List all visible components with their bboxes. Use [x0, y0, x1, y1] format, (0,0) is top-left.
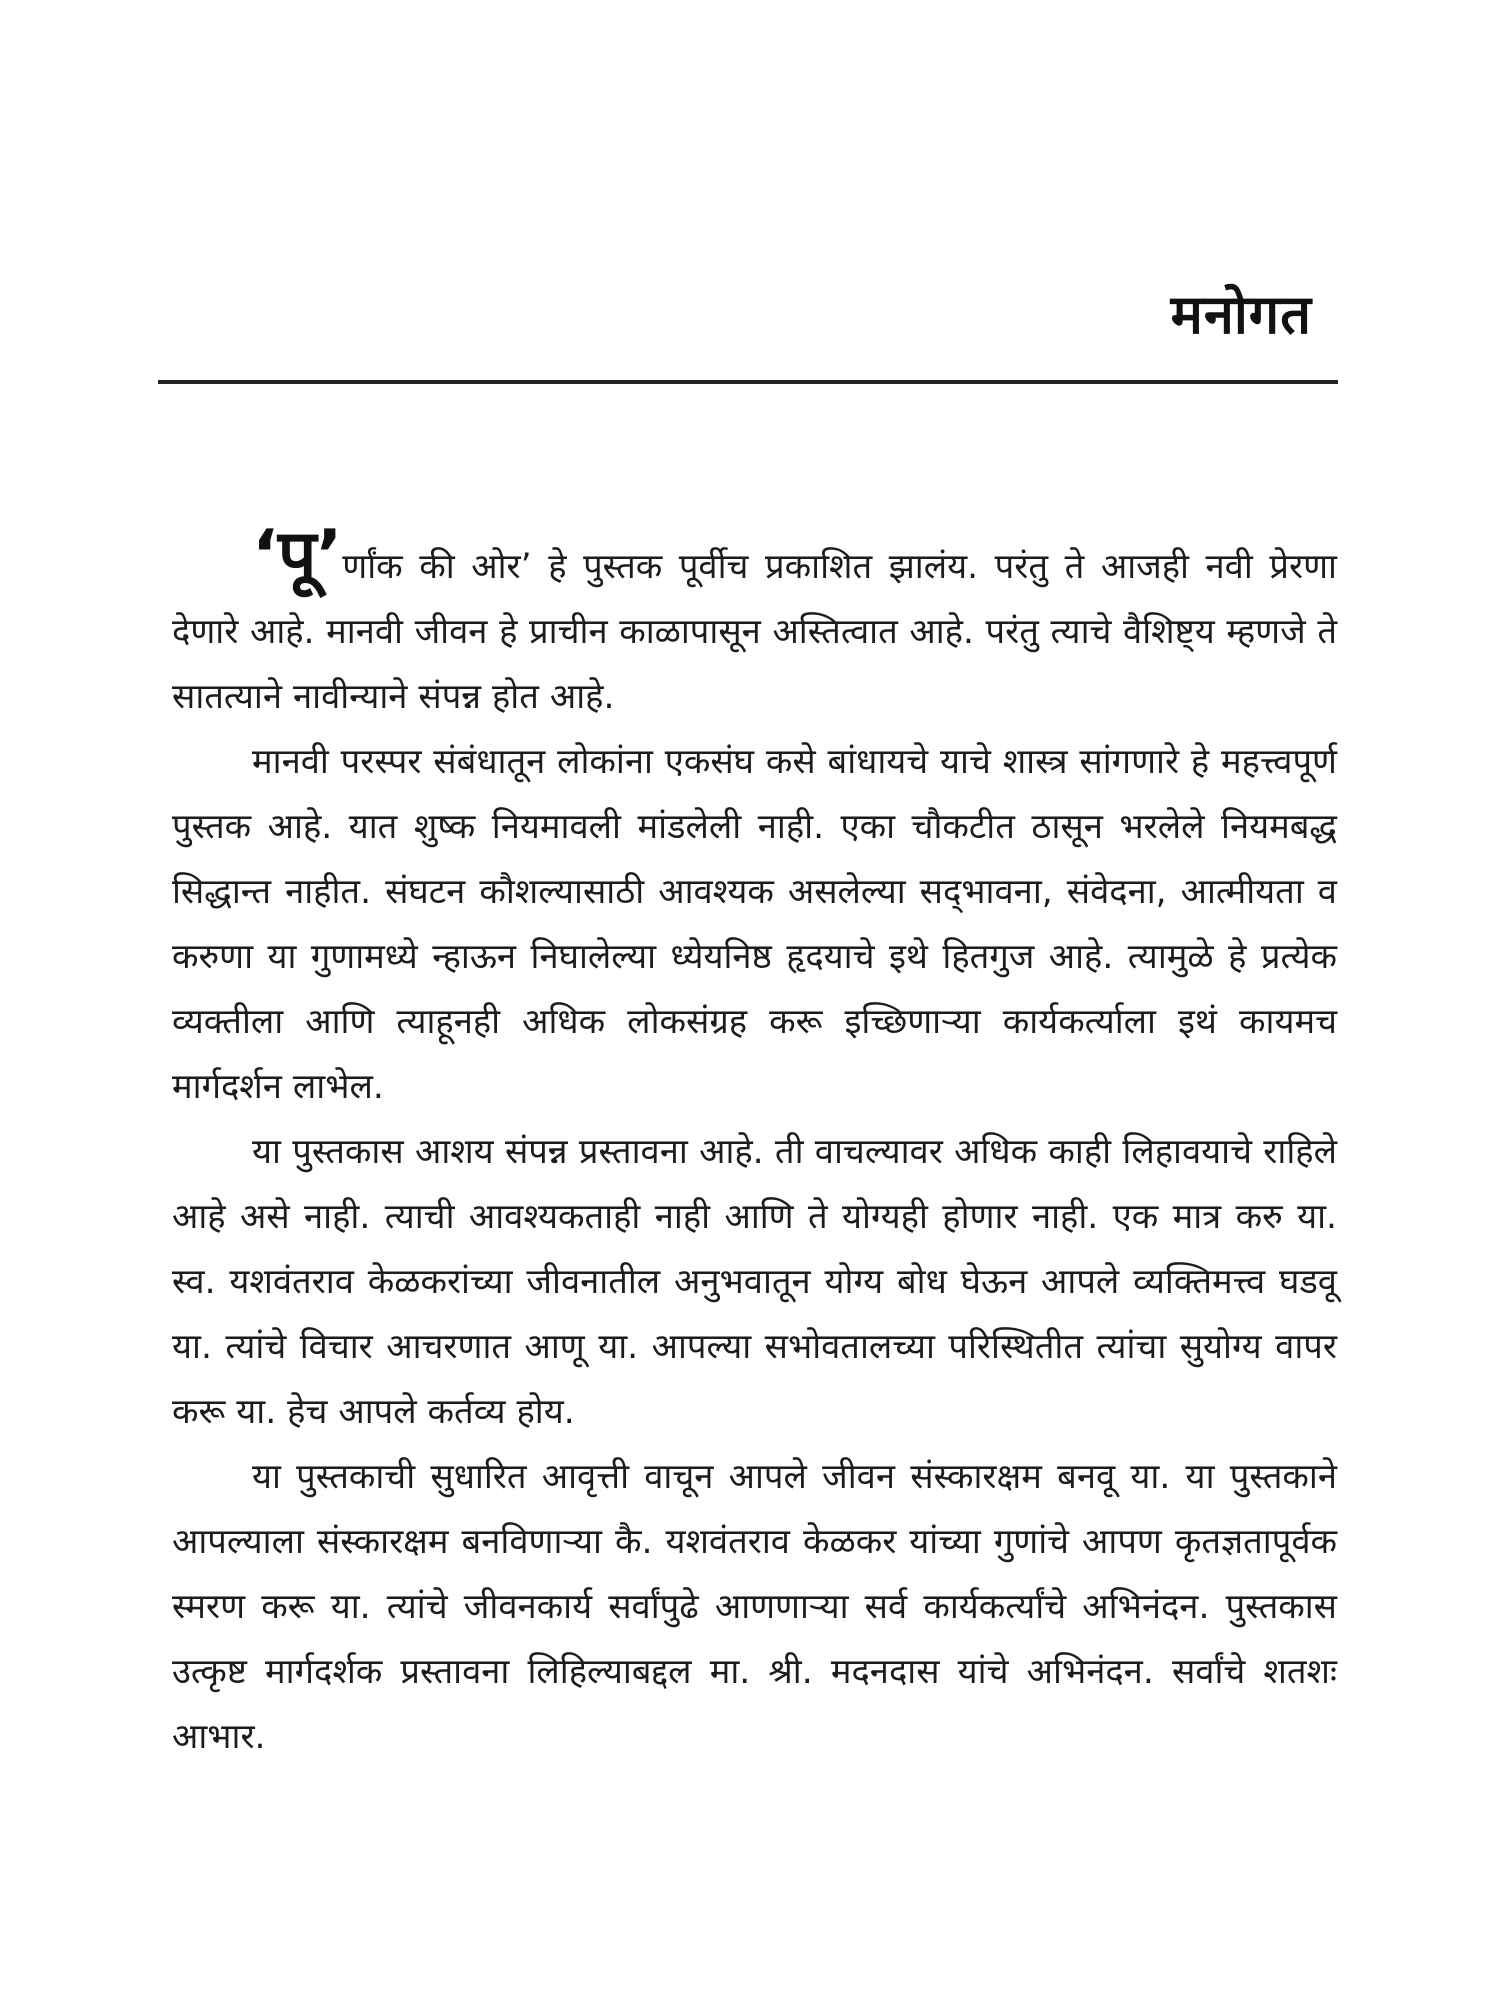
- page-title: मनोगत: [1170, 283, 1312, 346]
- page-body-text: [172, 516, 1337, 1770]
- paragraph-3: या पुस्तकास आशय संपन्न प्रस्तावना आहे. ती वाचल्यावर अधिक काही लिहावयाचे राहिले आहे असे नाही. त्याची आवश्यकताही नाही आणि ते योग्यही होणार नाही. एक मात्र करु या. स्व. यशवंतराव केळकरांच्या जीवनातील अनुभवातून योग्य बोध घेऊन आपले व्यक्तिमत्त्व घडवू या. त्यांचे विचार आचरणात आणू या. आपल्या सभोवतालच्या परिस्थितीत त्यांचा सुयोग्य वापर करू या. हेच आपले कर्तव्य होय.: [172, 1132, 1337, 1432]
- drop-cap: ‘पू’: [252, 516, 343, 595]
- paragraph-1-text: र्णांक की ओर’ हे पुस्तक पूर्वीच प्रकाशित झालंय. परंतु ते आजही नवी प्रेरणा देणारे आहे. मानवी जीवन हे प्राचीन काळापासून अस्तित्वात आहे. परंतु त्याचे वैशिष्ट्य म्हणजे ते सातत्याने नावीन्याने संपन्न होत आहे.: [172, 547, 1337, 717]
- title-underline-divider: [158, 380, 1338, 384]
- paragraph-2: मानवी परस्पर संबंधातून लोकांना एकसंघ कसे बांधायचे याचे शास्त्र सांगणारे हे महत्त्वपूर्ण पुस्तक आहे. यात शुष्क नियमावली मांडलेली नाही. एका चौकटीत ठासून भरलेले नियमबद्ध सिद्धान्त नाहीत. संघटन कौशल्यासाठी आवश्यक असलेल्या सद्‌भावना, संवेदना, आत्मीयता व करुणा या गुणामध्ये न्हाऊन निघालेल्या ध्येयनिष्ठ हृदयाचे इथे हितगुज आहे. त्यामुळे हे प्रत्येक व्यक्तीला आणि त्याहूनही अधिक लोकसंग्रह करू इच्छिणाऱ्या कार्यकर्त्याला इथं कायमच मार्गदर्शन लाभेल.: [172, 742, 1337, 1107]
- paragraph-1: [172, 516, 1337, 730]
- paragraph-4: या पुस्तकाची सुधारित आवृत्ती वाचून आपले जीवन संस्कारक्षम बनवू या. या पुस्तकाने आपल्याला संस्कारक्षम बनविणाऱ्या कै. यशवंतराव केळकर यांच्या गुणांचे आपण कृतज्ञतापूर्वक स्मरण करू या. त्यांचे जीवनकार्य सर्वांपुढे आणणाऱ्या सर्व कार्यकर्त्यांचे अभिनंदन. पुस्तकास उत्कृष्ट मार्गदर्शक प्रस्तावना लिहिल्याबद्दल मा. श्री. मदनदास यांचे अभिनंदन. सर्वांचे शतशः आभार.: [172, 1457, 1337, 1757]
